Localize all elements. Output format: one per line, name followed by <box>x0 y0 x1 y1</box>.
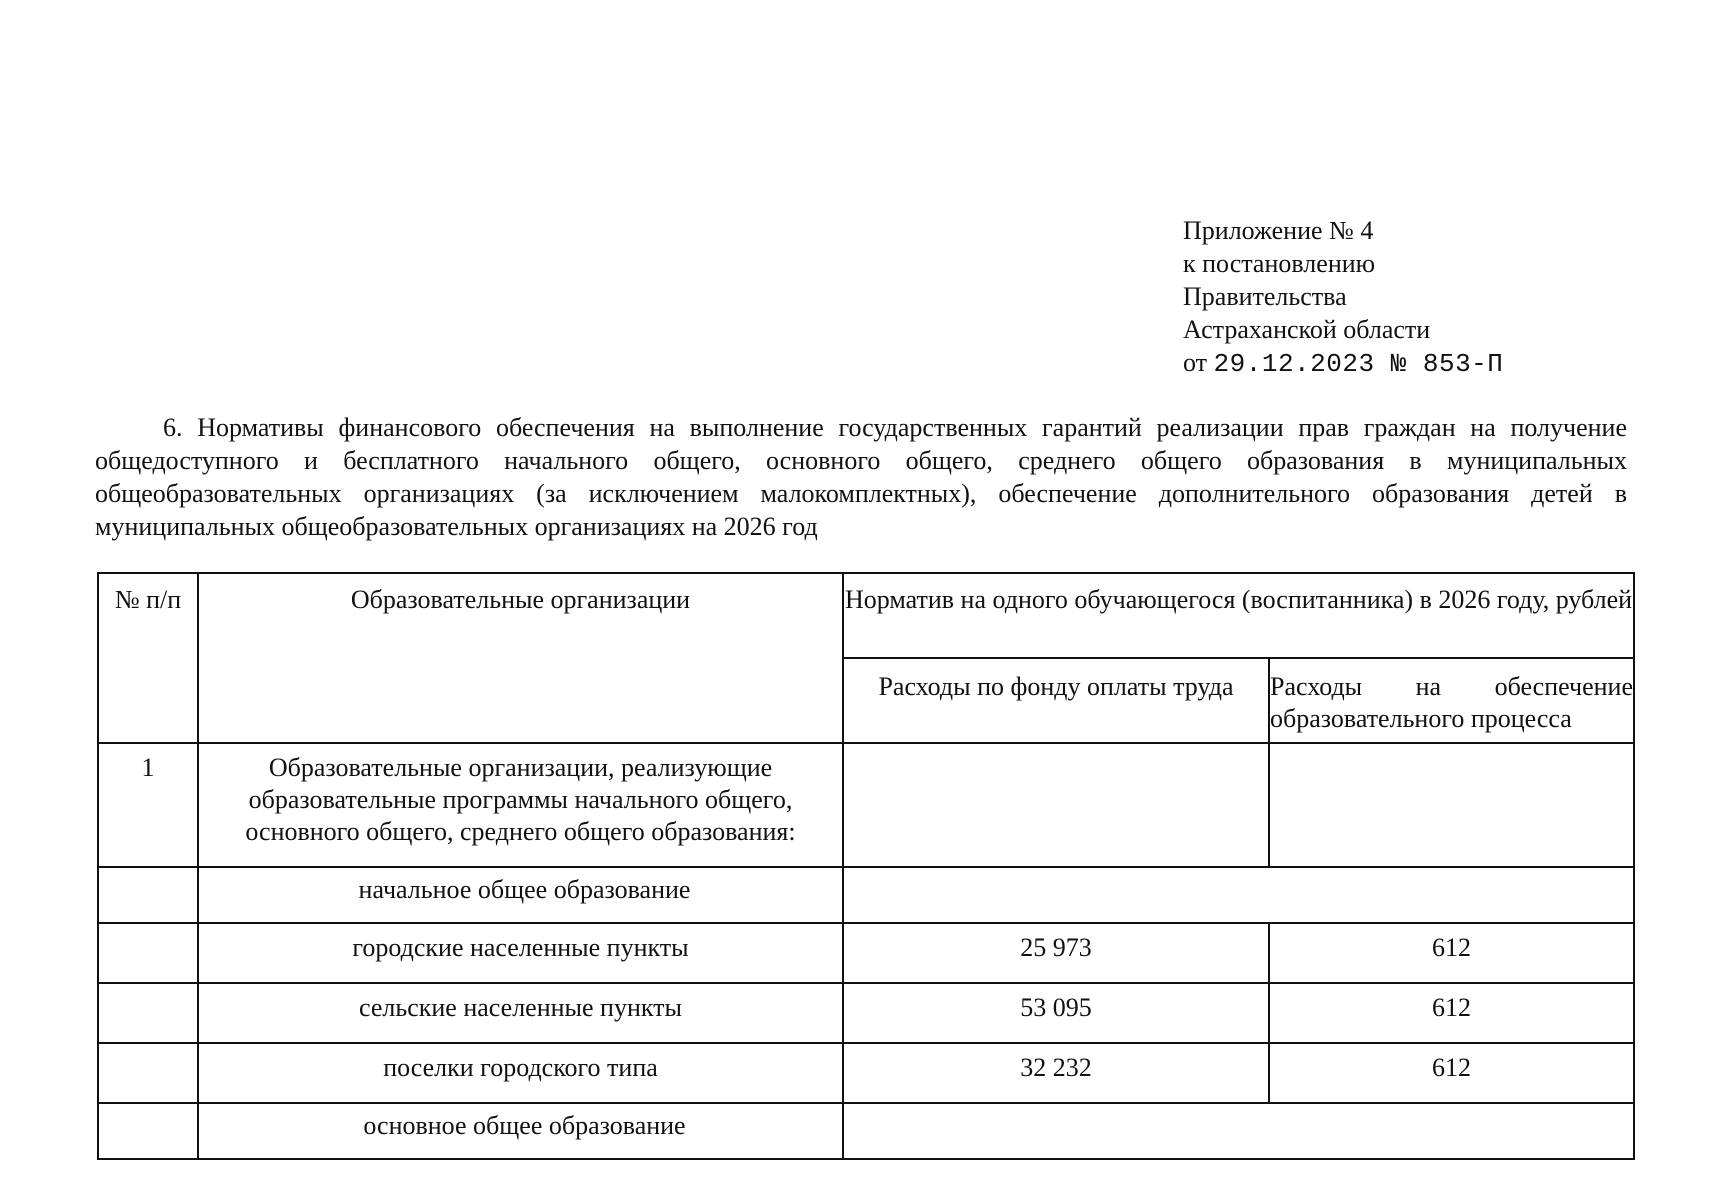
header-process-word: обеспечение <box>1494 672 1633 701</box>
row-process-value: 612 <box>1269 1043 1634 1103</box>
row-number <box>98 923 198 983</box>
row-wage-value: 25 973 <box>843 923 1269 983</box>
row-wage-value: 53 095 <box>843 983 1269 1043</box>
table-row <box>98 867 1634 923</box>
row-label: поселки городского типа <box>198 1043 843 1103</box>
header-process-line2: образовательного процесса <box>1270 704 1572 733</box>
document-title <box>95 411 1627 543</box>
table-row <box>98 983 1634 1043</box>
header-num: № п/п <box>98 573 198 743</box>
norms-table <box>97 572 1635 1160</box>
row-number <box>98 1043 198 1103</box>
row-process-value: 612 <box>1269 983 1634 1043</box>
row-merged-cell <box>843 1103 1634 1159</box>
appendix-line: Приложение № 4 <box>1183 216 1374 245</box>
row-merged-cell <box>843 867 1634 923</box>
table-row <box>98 1103 1634 1159</box>
row-number <box>98 867 198 923</box>
row-label: сельские населенные пункты <box>198 983 843 1043</box>
appendix-date-prefix: от <box>1183 348 1208 377</box>
row-wage-cell <box>843 743 1269 867</box>
header-norm: Норматив на одного обучающегося (воспитанника) в 2026 году, рублей <box>843 573 1634 658</box>
appendix-line: Астраханской области <box>1183 315 1431 344</box>
table-row <box>98 743 1634 867</box>
appendix-line: Правительства <box>1183 282 1347 311</box>
row-number: 1 <box>98 743 198 867</box>
row-wage-value: 32 232 <box>843 1043 1269 1103</box>
header-process-line1 <box>1270 671 1633 703</box>
header-organizations: Образовательные организации <box>198 573 843 743</box>
row-label: Образовательные организации, реализующие образовательные программы начального общего, основного общего, среднего общего образования: <box>198 743 843 867</box>
header-process-word: на <box>1415 672 1442 701</box>
row-label: городские населенные пункты <box>198 923 843 983</box>
row-label: начальное общее образование <box>198 867 843 923</box>
appendix-block <box>1183 214 1503 381</box>
row-number <box>98 983 198 1043</box>
table-header-row <box>98 573 1634 658</box>
row-number <box>98 1103 198 1159</box>
table-row <box>98 923 1634 983</box>
table-row <box>98 1043 1634 1103</box>
header-process-word: Расходы <box>1270 672 1363 701</box>
header-wage: Расходы по фонду оплаты труда <box>843 658 1269 743</box>
row-process-value: 612 <box>1269 923 1634 983</box>
row-process-cell <box>1269 743 1634 867</box>
appendix-line: к постановлению <box>1183 249 1376 278</box>
appendix-date-line <box>1183 346 1503 381</box>
document-title-text: 6. Нормативы финансового обеспечения на выполнение государственных гарантий реализации прав граждан на получение общедоступного и бесплатного начального общего, основного общего, среднего общего образования в муниципальных общеобразовательных организациях (за исключением малокомплектных), обеспечение дополнительного образования детей в муниципальных общеобразовательных организациях на 2026 год <box>95 413 1627 541</box>
header-process <box>1269 658 1634 743</box>
appendix-date-stamp: 29.12.2023 № 853-П <box>1213 349 1504 379</box>
row-label: основное общее образование <box>198 1103 843 1159</box>
